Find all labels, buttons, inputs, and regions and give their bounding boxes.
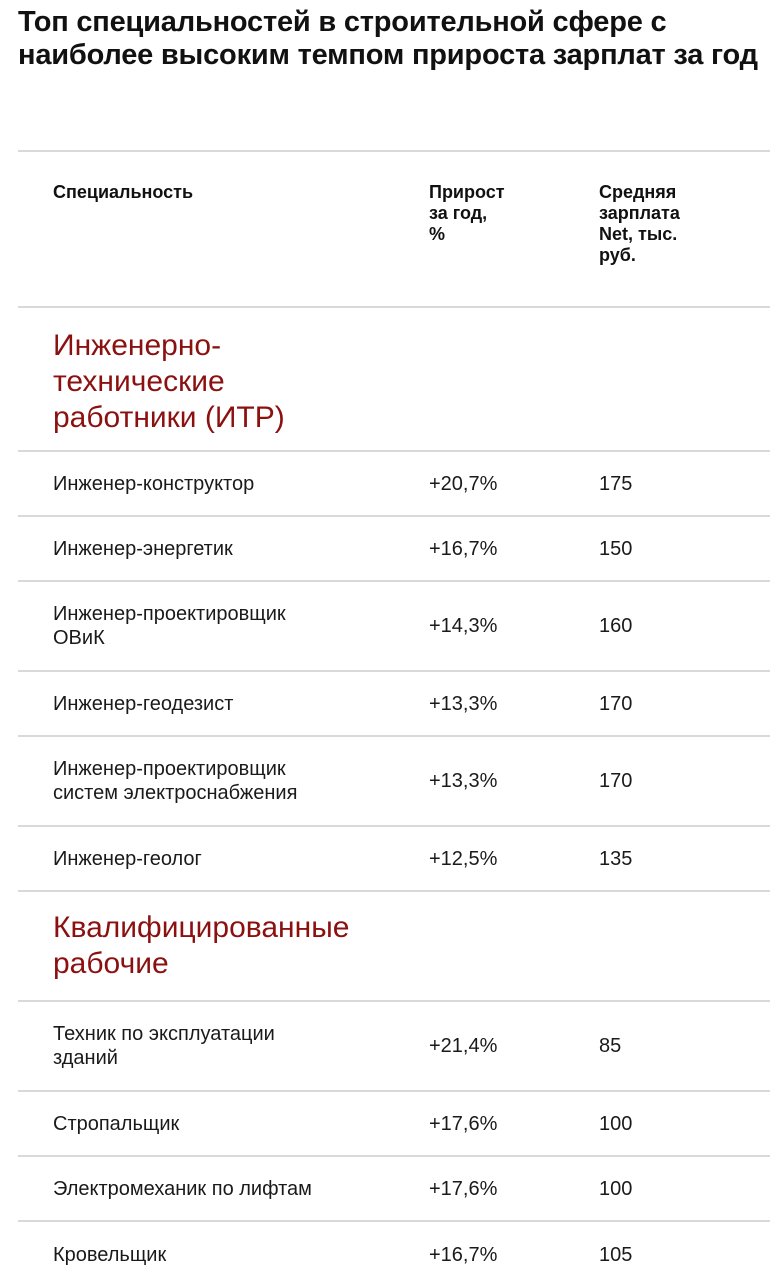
growth-cell: +21,4% xyxy=(429,1035,498,1057)
section-header-qualified-workers xyxy=(18,892,770,1002)
header-growth: Прирост за год, % xyxy=(429,182,505,244)
section-title: Инженерно- технические работники (ИТР) xyxy=(53,329,285,434)
specialty-cell: Стропальщик xyxy=(53,1112,180,1135)
specialty-cell: Инженер-конструктор xyxy=(53,472,255,495)
specialty-cell: Кровельщик xyxy=(53,1243,167,1266)
growth-cell: +16,7% xyxy=(429,537,498,560)
specialty-cell: Инженер-геолог xyxy=(53,847,202,870)
salary-cell: 150 xyxy=(599,537,633,560)
growth-cell: +16,7% xyxy=(429,1243,498,1266)
table-row xyxy=(18,517,770,582)
specialty-cell: Техник по эксплуатации зданий xyxy=(53,1023,275,1069)
table-row xyxy=(18,452,770,517)
growth-cell: +12,5% xyxy=(429,847,498,870)
table-row xyxy=(18,1002,770,1092)
page-title: Топ специальностей в строительной сфере с наиболее высоким темпом прироста зарплат за год xyxy=(18,6,758,71)
salary-cell: 135 xyxy=(599,847,633,870)
salary-cell: 100 xyxy=(599,1112,633,1135)
table-row xyxy=(18,1092,770,1157)
header-specialty: Специальность xyxy=(53,182,194,202)
table-row xyxy=(18,582,770,672)
table-row xyxy=(18,737,770,827)
salary-cell: 175 xyxy=(599,472,633,495)
growth-cell: +13,3% xyxy=(429,770,498,792)
salary-cell: 170 xyxy=(599,692,633,715)
growth-cell: +17,6% xyxy=(429,1177,498,1200)
table-row xyxy=(18,827,770,892)
specialty-cell: Инженер-геодезист xyxy=(53,692,234,715)
specialty-cell: Электромеханик по лифтам xyxy=(53,1177,312,1200)
specialty-cell: Инженер-проектировщик ОВиК xyxy=(53,603,286,649)
growth-cell: +17,6% xyxy=(429,1112,498,1135)
table-row xyxy=(18,1157,770,1222)
salary-cell: 85 xyxy=(599,1035,622,1057)
growth-cell: +13,3% xyxy=(429,692,498,715)
section-title: Квалифицированные рабочие xyxy=(53,911,350,980)
growth-cell: +14,3% xyxy=(429,615,498,637)
growth-cell: +20,7% xyxy=(429,472,498,495)
salary-cell: 160 xyxy=(599,615,633,637)
table-header-row xyxy=(18,152,770,308)
salary-cell: 100 xyxy=(599,1177,633,1200)
header-salary: Средняя зарплата Net, тыс. руб. xyxy=(599,182,680,265)
specialty-cell: Инженер-энергетик xyxy=(53,537,233,560)
table-row xyxy=(18,1222,770,1287)
table-row xyxy=(18,672,770,737)
salary-cell: 105 xyxy=(599,1243,633,1266)
specialty-cell: Инженер-проектировщик систем электроснабжения xyxy=(53,758,298,804)
section-header-itr xyxy=(18,308,770,452)
salary-growth-table xyxy=(18,150,770,1287)
salary-cell: 170 xyxy=(599,770,633,792)
